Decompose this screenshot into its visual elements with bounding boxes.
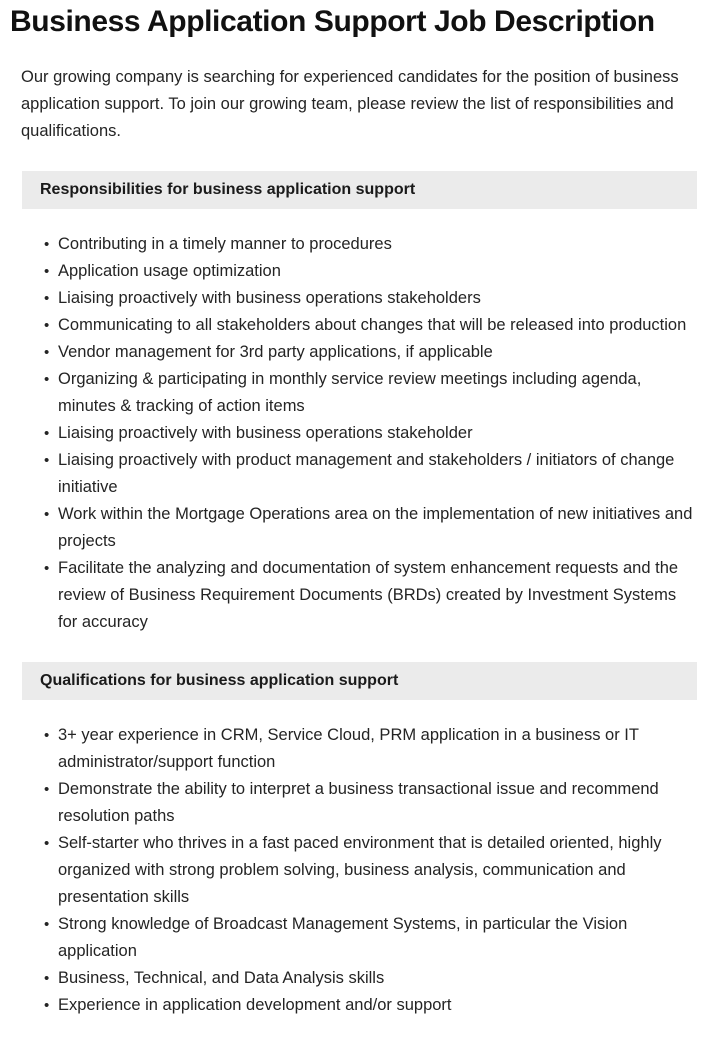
list-item: • Strong knowledge of Broadcast Management Systems, in particular the Vision application [58,911,696,965]
list-item: • Liaising proactively with business operations stakeholders [58,285,696,312]
page-title: Business Application Support Job Description [10,5,655,38]
intro-paragraph: Our growing company is searching for experienced candidates for the position of business application support. To join our growing team, please review the list of responsibilities and qualifications. [21,68,679,140]
list-item: • Facilitate the analyzing and documentation of system enhancement requests and the review of Business Requirement Documents (BRDs) created by Investment Systems for accuracy [58,555,696,636]
list-item: • Liaising proactively with business operations stakeholder [58,420,696,447]
list-item: • Self-starter who thrives in a fast paced environment that is detailed oriented, highly organized with strong problem solving, business analysis, communication and presentation skills [58,830,696,911]
section-header-qualifications-label: Qualifications for business application support [40,672,399,689]
list-item: • Experience in application development and/or support [58,992,696,1019]
qualifications-list [0,700,720,1019]
list-item: • Contributing in a timely manner to procedures [58,231,696,258]
list-item: • Vendor management for 3rd party applications, if applicable [58,339,696,366]
list-item: • Business, Technical, and Data Analysis skills [58,965,696,992]
section-header-responsibilities [22,171,697,209]
list-item: • Work within the Mortgage Operations area on the implementation of new initiatives and projects [58,501,696,555]
section-header-qualifications [22,662,697,700]
list-item: • Organizing & participating in monthly service review meetings including agenda, minutes & tracking of action items [58,366,696,420]
list-item: • Liaising proactively with product management and stakeholders / initiators of change initiative [58,447,696,501]
list-item: • Communicating to all stakeholders about changes that will be released into production [58,312,696,339]
section-header-responsibilities-label: Responsibilities for business application support [40,181,416,198]
list-item: • 3+ year experience in CRM, Service Cloud, PRM application in a business or IT administrator/support function [58,722,696,776]
responsibilities-list [0,209,720,636]
list-item: • Application usage optimization [58,258,696,285]
list-item: • Demonstrate the ability to interpret a business transactional issue and recommend resolution paths [58,776,696,830]
